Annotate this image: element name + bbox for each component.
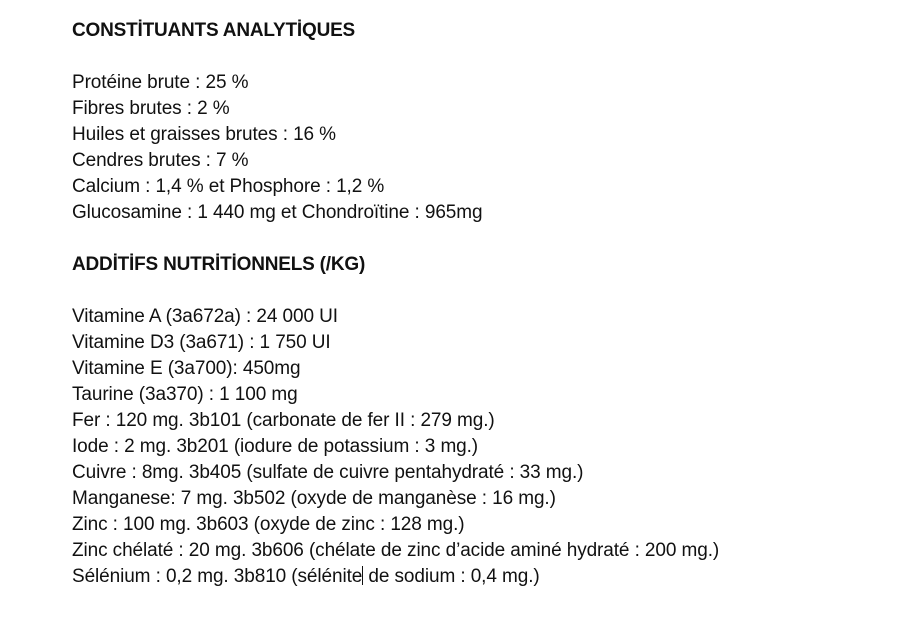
spacer bbox=[72, 278, 892, 304]
list-item: Huiles et graisses brutes : 16 % bbox=[72, 124, 336, 145]
list-item: Glucosamine : 1 440 mg et Chondroïtine : 965mg bbox=[72, 202, 483, 223]
list-item: Cuivre : 8mg. 3b405 (sulfate de cuivre pentahydraté : 33 mg.) bbox=[72, 462, 584, 483]
list-item-with-caret bbox=[72, 564, 892, 590]
section-heading-analytical-constituents: CONSTİTUANTS ANALYTİQUES bbox=[72, 20, 356, 41]
list-item: Protéine brute : 25 % bbox=[72, 72, 249, 93]
text-after-caret: de sodium : 0,4 mg.) bbox=[363, 566, 540, 587]
spacer bbox=[72, 226, 892, 252]
list-item: Vitamine E (3a700): 450mg bbox=[72, 358, 301, 379]
list-item: Taurine (3a370) : 1 100 mg bbox=[72, 384, 298, 405]
list-item: Vitamine D3 (3a671) : 1 750 UI bbox=[72, 332, 331, 353]
list-item: Calcium : 1,4 % et Phosphore : 1,2 % bbox=[72, 176, 385, 197]
list-item: Cendres brutes : 7 % bbox=[72, 150, 249, 171]
list-item: Fer : 120 mg. 3b101 (carbonate de fer II : 279 mg.) bbox=[72, 410, 495, 431]
text-before-caret: Sélénium : 0,2 mg. 3b810 (sélénite bbox=[72, 566, 363, 587]
list-item: Manganese: 7 mg. 3b502 (oxyde de manganèse : 16 mg.) bbox=[72, 488, 556, 509]
section-heading-nutritional-additives: ADDİTİFS NUTRİTİONNELS (/KG) bbox=[72, 254, 366, 275]
spacer bbox=[72, 44, 892, 70]
list-item: Fibres brutes : 2 % bbox=[72, 98, 230, 119]
list-item: Iode : 2 mg. 3b201 (iodure de potassium : 3 mg.) bbox=[72, 436, 479, 457]
list-item: Zinc : 100 mg. 3b603 (oxyde de zinc : 128 mg.) bbox=[72, 514, 465, 535]
list-item: Zinc chélaté : 20 mg. 3b606 (chélate de zinc d’acide aminé hydraté : 200 mg.) bbox=[72, 540, 720, 561]
nutritional-additives-list bbox=[72, 304, 892, 590]
list-item: Vitamine A (3a672a) : 24 000 UI bbox=[72, 306, 338, 327]
document-body[interactable] bbox=[72, 18, 892, 590]
analytical-constituents-list bbox=[72, 70, 892, 226]
